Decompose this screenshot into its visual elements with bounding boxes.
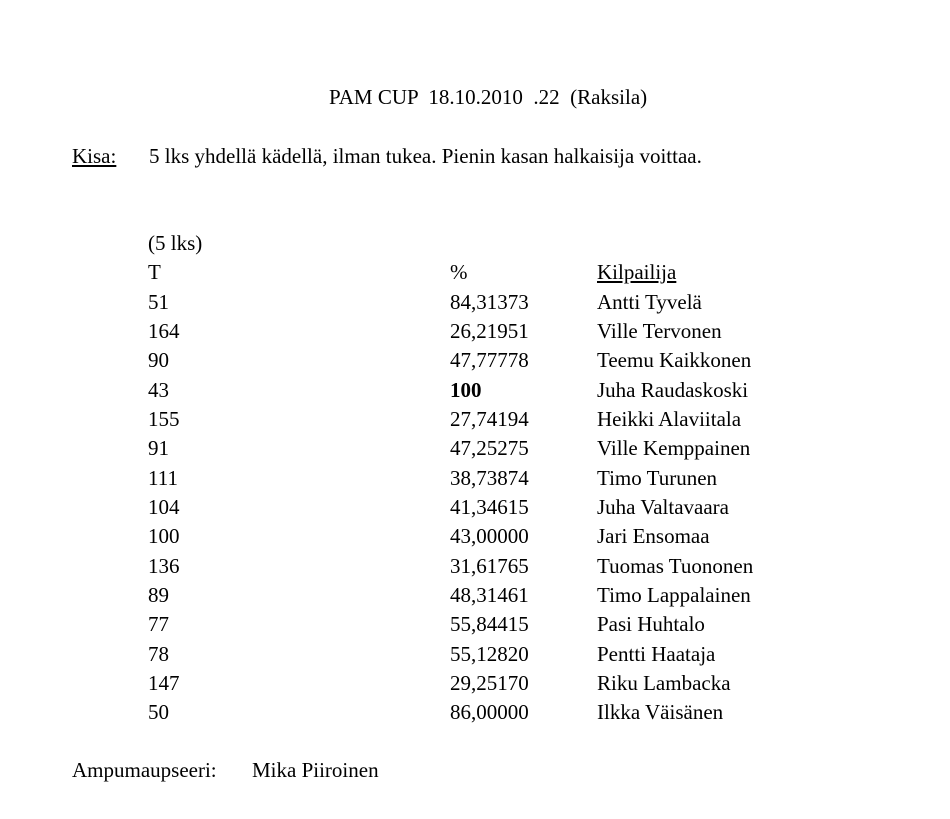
table-row [0,317,950,346]
row-t-value: 147 [148,670,180,695]
row-competitor-name: Heikki Alaviitala [597,406,742,431]
row-competitor-name: Juha Raudaskoski [597,377,749,402]
table-row [0,346,950,375]
row-t-value: 90 [148,348,169,373]
shooting-officer-name: Mika Piiroinen [252,758,379,782]
row-competitor-name: Ilkka Väisänen [597,700,724,725]
shooting-officer-line [72,756,950,785]
group-label-row [0,229,950,258]
group-label: (5 lks) [148,231,203,255]
row-pct-value: 55,84415 [450,612,529,637]
table-row [0,610,950,639]
row-competitor-name: Timo Turunen [597,465,718,490]
table-row [0,493,950,522]
row-pct-value: 26,21951 [450,318,529,343]
table-row [0,640,950,669]
table-row [0,464,950,493]
row-t-value: 51 [148,289,169,314]
document-title: PAM CUP 18.10.2010 .22 (Raksila) [329,85,648,109]
row-t-value: 136 [148,553,180,578]
row-pct-value: 47,25275 [450,436,529,461]
row-competitor-name: Antti Tyvelä [597,289,702,314]
row-t-value: 43 [148,377,169,402]
row-pct-value: 41,34615 [450,494,529,519]
row-pct-value: 43,00000 [450,524,529,549]
table-row [0,376,950,405]
row-pct-value: 100 [450,377,482,402]
row-competitor-name: Riku Lambacka [597,670,731,695]
row-competitor-name: Juha Valtavaara [597,494,729,519]
table-row [0,552,950,581]
row-competitor-name: Teemu Kaikkonen [597,348,752,373]
header-percent: % [450,260,468,285]
header-t: T [148,260,161,285]
row-t-value: 155 [148,406,180,431]
row-pct-value: 48,31461 [450,582,529,607]
table-row [0,434,950,463]
row-pct-value: 86,00000 [450,700,529,725]
row-competitor-name: Tuomas Tuononen [597,553,754,578]
row-pct-value: 31,61765 [450,553,529,578]
row-t-value: 78 [148,641,169,666]
row-competitor-name: Timo Lappalainen [597,582,751,607]
shooting-officer-label: Ampumaupseeri: [72,758,217,782]
row-t-value: 50 [148,700,169,725]
row-pct-value: 38,73874 [450,465,529,490]
competition-description-line [0,142,950,171]
row-t-value: 91 [148,436,169,461]
row-competitor-name: Jari Ensomaa [597,524,710,549]
row-pct-value: 27,74194 [450,406,529,431]
row-pct-value: 47,77778 [450,348,529,373]
table-row [0,405,950,434]
row-pct-value: 84,31373 [450,289,529,314]
table-row [0,522,950,551]
table-header-row [0,258,950,287]
kisa-label: Kisa: [72,144,117,168]
row-t-value: 77 [148,612,169,637]
row-t-value: 164 [148,318,180,343]
table-row [0,288,950,317]
row-t-value: 100 [148,524,180,549]
row-t-value: 89 [148,582,169,607]
results-table [0,229,950,728]
row-competitor-name: Pasi Huhtalo [597,612,705,637]
table-row [0,698,950,727]
table-row [0,581,950,610]
kisa-description: 5 lks yhdellä kädellä, ilman tukea. Pienin kasan halkaisija voittaa. [149,144,702,168]
row-pct-value: 29,25170 [450,670,529,695]
row-competitor-name: Ville Tervonen [597,318,722,343]
header-competitor: Kilpailija [597,260,677,285]
row-competitor-name: Pentti Haataja [597,641,716,666]
row-pct-value: 55,12820 [450,641,529,666]
row-t-value: 104 [148,494,180,519]
table-row [0,669,950,698]
row-competitor-name: Ville Kemppainen [597,436,751,461]
row-t-value: 111 [148,465,178,490]
